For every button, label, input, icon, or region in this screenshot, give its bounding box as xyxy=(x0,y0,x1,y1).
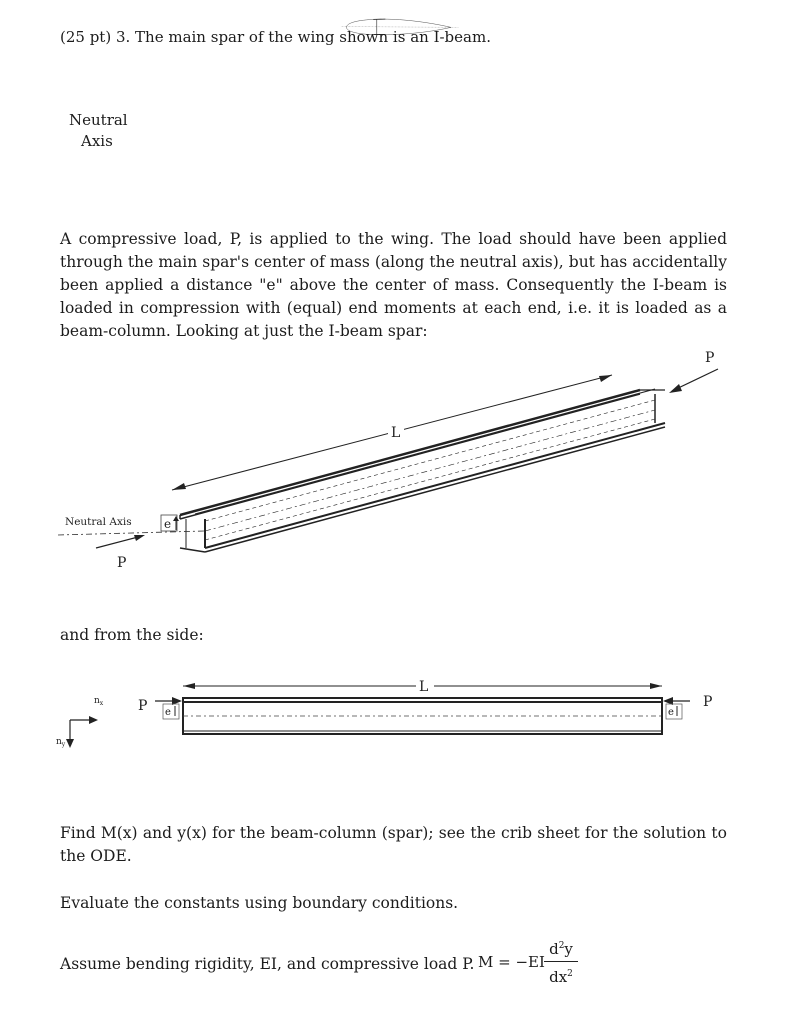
problem-description: A compressive load, P, is applied to the wing. The load should have been applied through the main spar's center of mass (along the neutral axis), but has accidentally been applied a distance "e" above the center of mass. Consequently the I-beam is loaded in compression with (equal) end moments at each end, i.e. it is loaded as a beam-column. Looking at just the I-beam spar: xyxy=(60,230,727,340)
iso-load-top-label: P xyxy=(705,350,715,366)
task-boundary-conditions: Evaluate the constants using boundary conditions. xyxy=(60,894,459,912)
equation-lhs: M = −EI xyxy=(478,953,545,971)
fraction-bar xyxy=(544,961,578,962)
side-load-right-label: P xyxy=(703,694,713,710)
task-find-m-y: Find M(x) and y(x) for the beam-column (spar); see the crib sheet for the solution to the ODE. xyxy=(60,824,727,865)
axis-x-arrow-icon xyxy=(89,716,98,724)
moment-equation xyxy=(478,936,588,996)
task-assume-ei: Assume bending rigidity, EI, and compressive load P. xyxy=(60,955,475,973)
iso-load-bottom-label: P xyxy=(117,555,127,571)
axis-x-label: $n_x$ xyxy=(94,696,104,707)
side-load-left-label: P xyxy=(138,698,148,714)
problem-heading: (25 pt) 3. The main spar of the wing shown is an I-beam. xyxy=(60,28,491,46)
side-offset-right-label: e xyxy=(668,707,674,718)
airfoil-label-neutral: Neutral xyxy=(69,111,128,129)
axis-y-label: $n_y$ xyxy=(56,737,66,748)
axis-y-arrow-icon xyxy=(66,739,74,748)
side-length-arrow-left-icon xyxy=(183,683,195,689)
iso-length-label: L xyxy=(391,425,401,441)
equation-denominator: $dx^2$ xyxy=(549,968,573,986)
side-length-arrow-right-icon xyxy=(650,683,662,689)
airfoil-label-axis: Axis xyxy=(81,132,113,150)
iso-neutral-axis-label: Neutral Axis xyxy=(65,516,132,528)
equation-numerator: $d^2y$ xyxy=(549,940,573,958)
side-length-label: L xyxy=(419,679,429,695)
iso-offset-label: e xyxy=(164,517,172,531)
side-offset-left-label: e xyxy=(165,707,171,718)
side-view-caption: and from the side: xyxy=(60,626,204,644)
